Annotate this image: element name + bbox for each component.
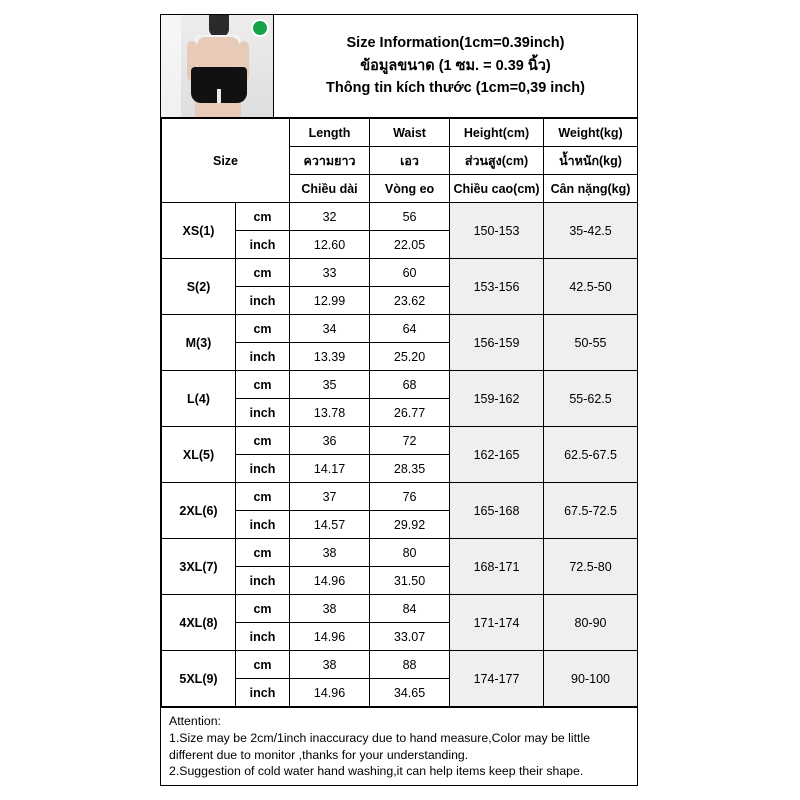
table-row (162, 259, 638, 287)
row-waist-cm-4: 72 (370, 427, 450, 455)
row-unit-inch-4: inch (236, 455, 290, 483)
row-waist-inch-6: 31.50 (370, 567, 450, 595)
row-length-cm-0: 32 (290, 203, 370, 231)
row-waist-cm-7: 84 (370, 595, 450, 623)
row-length-inch-1: 12.99 (290, 287, 370, 315)
model-torso (197, 37, 239, 71)
header-weight-vi: Cân nặng(kg) (544, 175, 638, 203)
header-waist-th: เอว (370, 147, 450, 175)
table-row (162, 371, 638, 399)
row-length-inch-8: 14.96 (290, 679, 370, 707)
row-size-4: XL(5) (162, 427, 236, 483)
header-waist-vi: Vòng eo (370, 175, 450, 203)
attention-note (161, 707, 637, 785)
header-weight-th: น้ำหนัก(kg) (544, 147, 638, 175)
size-chart-card (160, 14, 638, 786)
row-size-6: 3XL(7) (162, 539, 236, 595)
row-unit-cm-2: cm (236, 315, 290, 343)
row-height-4: 162-165 (450, 427, 544, 483)
row-length-inch-4: 14.17 (290, 455, 370, 483)
row-size-5: 2XL(6) (162, 483, 236, 539)
row-length-cm-3: 35 (290, 371, 370, 399)
row-unit-cm-3: cm (236, 371, 290, 399)
row-waist-inch-2: 25.20 (370, 343, 450, 371)
table-row (162, 651, 638, 679)
row-weight-5: 67.5-72.5 (544, 483, 638, 539)
row-size-1: S(2) (162, 259, 236, 315)
row-size-0: XS(1) (162, 203, 236, 259)
header-height-vi: Chiều cao(cm) (450, 175, 544, 203)
table-row (162, 427, 638, 455)
row-waist-inch-7: 33.07 (370, 623, 450, 651)
row-waist-inch-1: 23.62 (370, 287, 450, 315)
row-weight-4: 62.5-67.5 (544, 427, 638, 483)
row-length-cm-4: 36 (290, 427, 370, 455)
row-length-cm-5: 37 (290, 483, 370, 511)
row-waist-cm-2: 64 (370, 315, 450, 343)
row-size-3: L(4) (162, 371, 236, 427)
row-waist-cm-5: 76 (370, 483, 450, 511)
header-size: Size (162, 119, 290, 203)
row-weight-3: 55-62.5 (544, 371, 638, 427)
row-height-8: 174-177 (450, 651, 544, 707)
row-length-cm-1: 33 (290, 259, 370, 287)
row-waist-cm-0: 56 (370, 203, 450, 231)
header-height-en: Height(cm) (450, 119, 544, 147)
row-unit-cm-5: cm (236, 483, 290, 511)
row-waist-inch-5: 29.92 (370, 511, 450, 539)
row-waist-inch-3: 26.77 (370, 399, 450, 427)
row-unit-inch-8: inch (236, 679, 290, 707)
row-size-8: 5XL(9) (162, 651, 236, 707)
row-unit-inch-5: inch (236, 511, 290, 539)
row-waist-inch-8: 34.65 (370, 679, 450, 707)
row-unit-inch-2: inch (236, 343, 290, 371)
row-waist-cm-8: 88 (370, 651, 450, 679)
model-head (209, 15, 229, 37)
row-weight-8: 90-100 (544, 651, 638, 707)
row-unit-cm-1: cm (236, 259, 290, 287)
row-length-cm-7: 38 (290, 595, 370, 623)
model-shorts (191, 67, 247, 103)
row-length-inch-3: 13.78 (290, 399, 370, 427)
row-unit-inch-0: inch (236, 231, 290, 259)
title-line-th: ข้อมูลขนาด (1 ซม. = 0.39 นิ้ว) (360, 57, 551, 74)
row-unit-inch-1: inch (236, 287, 290, 315)
row-length-cm-6: 38 (290, 539, 370, 567)
table-row (162, 483, 638, 511)
row-weight-0: 35-42.5 (544, 203, 638, 259)
size-table (161, 118, 638, 707)
chart-title-block (274, 15, 637, 117)
row-length-inch-0: 12.60 (290, 231, 370, 259)
attention-heading: Attention: (169, 714, 221, 729)
row-height-6: 168-171 (450, 539, 544, 595)
table-row (162, 595, 638, 623)
attention-line-3: 2.Suggestion of cold water hand washing,it can help items keep their shape. (169, 763, 584, 778)
header-height-th: ส่วนสูง(cm) (450, 147, 544, 175)
row-size-2: M(3) (162, 315, 236, 371)
row-waist-cm-1: 60 (370, 259, 450, 287)
row-waist-cm-6: 80 (370, 539, 450, 567)
row-weight-2: 50-55 (544, 315, 638, 371)
row-unit-cm-8: cm (236, 651, 290, 679)
row-waist-cm-3: 68 (370, 371, 450, 399)
brand-logo-icon (251, 19, 269, 37)
row-unit-cm-4: cm (236, 427, 290, 455)
header-weight-en: Weight(kg) (544, 119, 638, 147)
row-unit-cm-6: cm (236, 539, 290, 567)
row-height-3: 159-162 (450, 371, 544, 427)
row-weight-6: 72.5-80 (544, 539, 638, 595)
table-row (162, 315, 638, 343)
row-weight-1: 42.5-50 (544, 259, 638, 315)
title-line-vi: Thông tin kích thước (1cm=0,39 inch) (326, 80, 585, 97)
row-length-inch-7: 14.96 (290, 623, 370, 651)
table-header-row-en (162, 119, 638, 147)
row-height-1: 153-156 (450, 259, 544, 315)
row-size-7: 4XL(8) (162, 595, 236, 651)
row-height-5: 165-168 (450, 483, 544, 539)
table-row (162, 203, 638, 231)
header-waist-en: Waist (370, 119, 450, 147)
row-height-2: 156-159 (450, 315, 544, 371)
row-unit-inch-3: inch (236, 399, 290, 427)
title-line-en: Size Information(1cm=0.39inch) (346, 35, 565, 52)
row-unit-inch-7: inch (236, 623, 290, 651)
row-unit-cm-7: cm (236, 595, 290, 623)
chart-header (161, 15, 637, 118)
product-photo (161, 15, 274, 117)
row-height-0: 150-153 (450, 203, 544, 259)
attention-line-1: 1.Size may be 2cm/1inch inaccuracy due to hand measure,Color may be little (169, 731, 591, 746)
attention-line-2: different due to monitor ,thanks for your understanding. (169, 747, 469, 762)
row-weight-7: 80-90 (544, 595, 638, 651)
row-waist-inch-0: 22.05 (370, 231, 450, 259)
row-height-7: 171-174 (450, 595, 544, 651)
row-length-inch-5: 14.57 (290, 511, 370, 539)
row-unit-inch-6: inch (236, 567, 290, 595)
header-length-vi: Chiều dài (290, 175, 370, 203)
row-length-cm-2: 34 (290, 315, 370, 343)
header-length-en: Length (290, 119, 370, 147)
row-length-cm-8: 38 (290, 651, 370, 679)
row-length-inch-2: 13.39 (290, 343, 370, 371)
header-length-th: ความยาว (290, 147, 370, 175)
row-length-inch-6: 14.96 (290, 567, 370, 595)
row-waist-inch-4: 28.35 (370, 455, 450, 483)
row-unit-cm-0: cm (236, 203, 290, 231)
table-row (162, 539, 638, 567)
